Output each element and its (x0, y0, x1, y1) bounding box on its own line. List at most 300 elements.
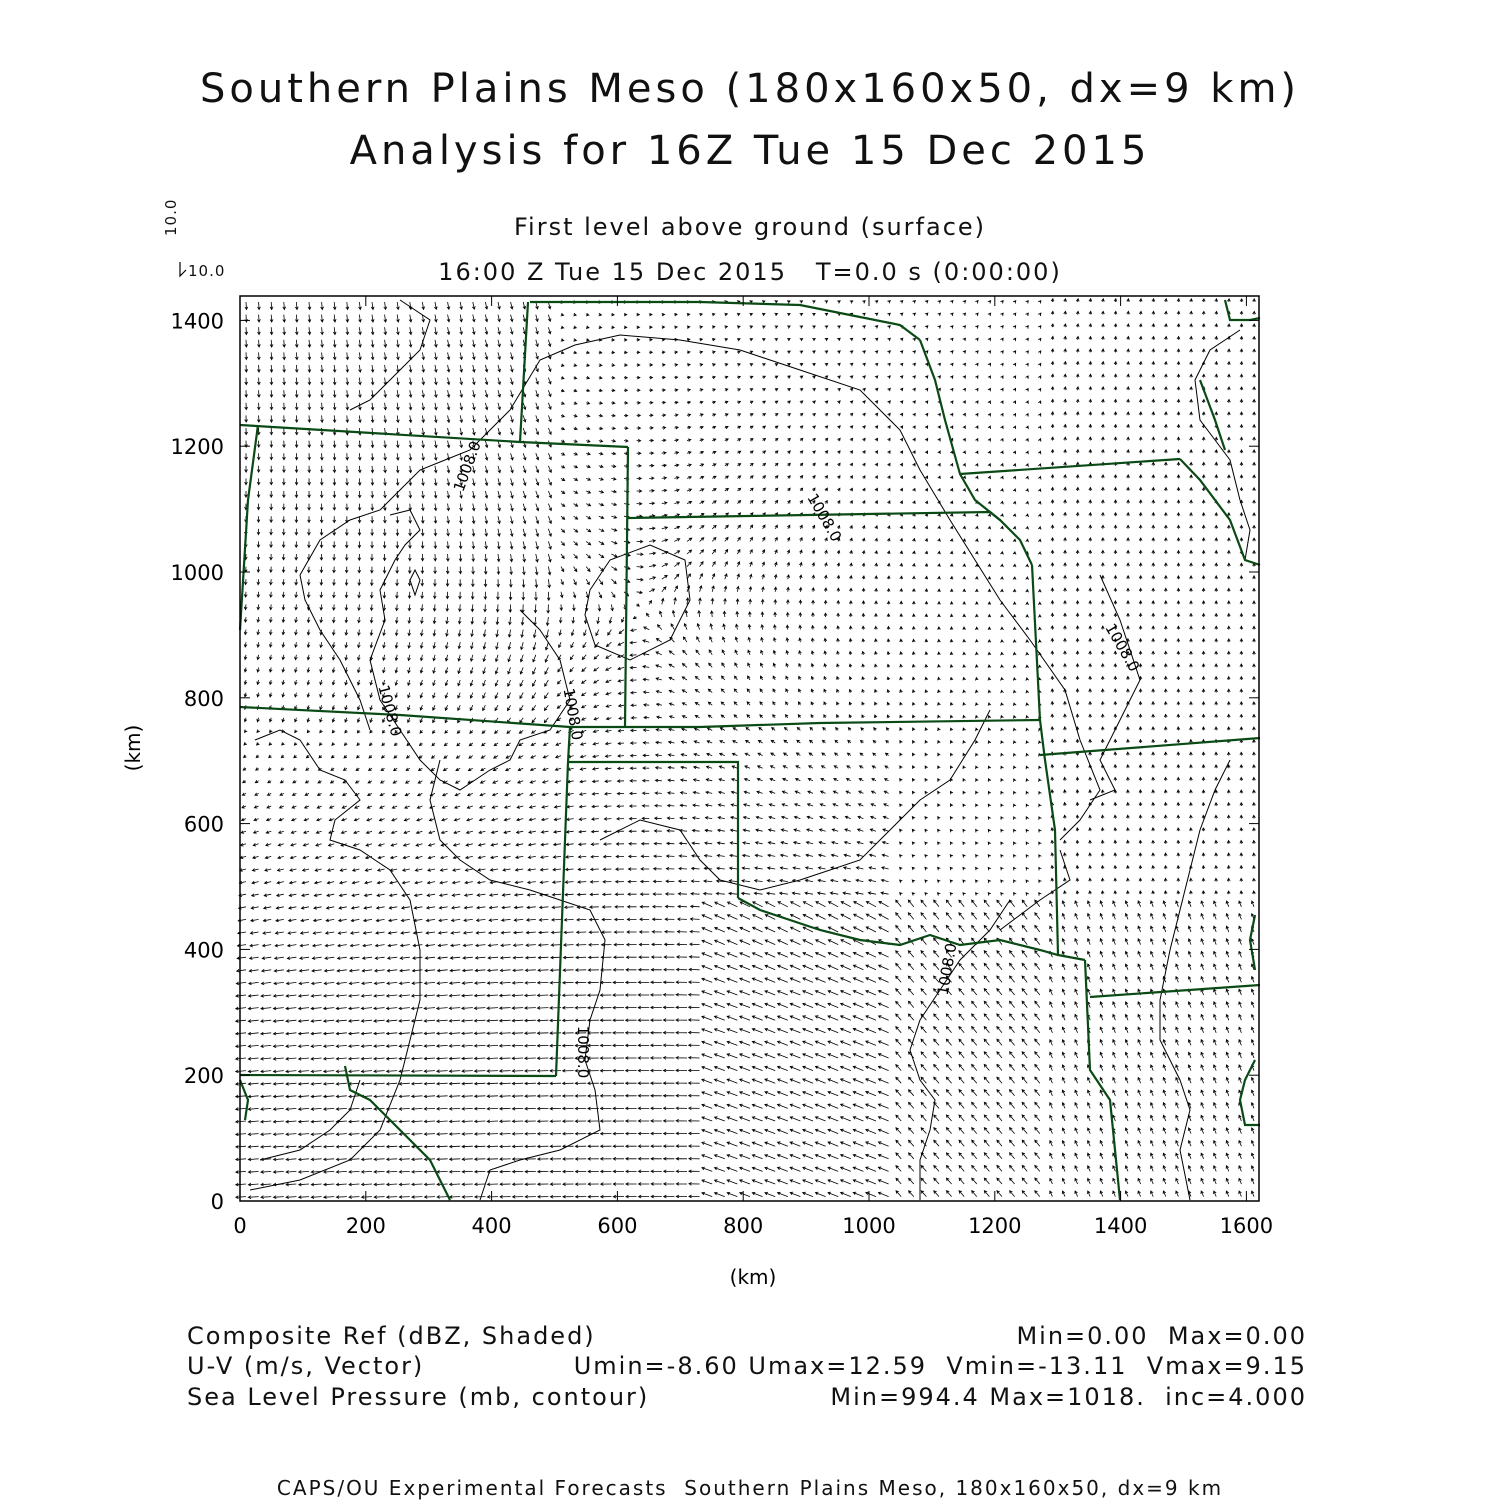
wind-vector (1038, 489, 1041, 492)
wind-vector (279, 818, 284, 821)
wind-vector (304, 818, 309, 821)
wind-vector (921, 1039, 926, 1045)
wind-vector (1188, 1052, 1191, 1058)
wind-vector (346, 352, 349, 359)
wind-vector (1076, 601, 1079, 605)
wind-vector (912, 639, 915, 642)
wind-vector (859, 779, 863, 782)
wind-vector (332, 630, 335, 635)
wind-vector (1001, 741, 1004, 744)
wind-vector (574, 351, 577, 354)
wind-vector (274, 994, 284, 997)
wind-vector (299, 982, 309, 985)
wind-vector (383, 554, 386, 561)
wind-vector (619, 704, 624, 707)
wind-vector (725, 537, 728, 541)
wind-vector (725, 574, 728, 579)
wind-vector (925, 564, 928, 567)
wind-vector (862, 413, 865, 416)
wind-vector (371, 302, 374, 310)
wind-vector (1064, 891, 1067, 894)
wind-vector (885, 779, 889, 782)
wind-vector (578, 855, 586, 858)
wind-vector (332, 730, 335, 733)
wind-vector (778, 953, 788, 958)
wind-vector (269, 617, 272, 622)
wind-vector (447, 365, 450, 372)
wind-vector (308, 478, 311, 485)
wind-vector (485, 327, 488, 334)
wind-vector (399, 1070, 410, 1073)
wind-vector (887, 363, 890, 366)
wind-vector (1253, 475, 1256, 478)
wind-vector (409, 516, 412, 523)
wind-vector (938, 703, 941, 706)
wind-vector (531, 743, 536, 746)
wind-vector (875, 702, 878, 705)
wind-vector (1050, 1014, 1053, 1020)
wind-vector (1076, 550, 1079, 554)
wind-vector (399, 1032, 410, 1035)
wind-vector (582, 680, 587, 683)
wind-vector (611, 477, 616, 480)
wind-vector (887, 614, 890, 617)
wind-vector (437, 1032, 448, 1035)
wind-vector (1089, 601, 1092, 605)
wind-vector (308, 302, 311, 310)
wind-vector (780, 879, 788, 882)
wind-vector (662, 587, 666, 592)
wind-vector (324, 1070, 335, 1073)
wind-vector (324, 982, 334, 985)
wind-vector (710, 637, 713, 642)
wind-vector (367, 831, 373, 834)
wind-vector (414, 906, 422, 909)
wind-vector (433, 617, 436, 624)
wind-vector (649, 414, 653, 417)
wind-vector (946, 900, 951, 907)
wind-vector (1089, 613, 1092, 617)
wind-vector (1240, 778, 1243, 781)
wind-vector (734, 715, 737, 718)
wind-vector (770, 791, 776, 794)
wind-vector (573, 604, 576, 610)
wind-vector (837, 715, 840, 718)
wind-vector (925, 880, 928, 883)
wind-vector (359, 365, 362, 372)
wind-vector (548, 365, 551, 372)
wind-vector (1239, 914, 1242, 920)
wind-vector (613, 994, 624, 997)
wind-vector (1026, 640, 1029, 643)
wind-vector (988, 741, 991, 744)
wind-vector (799, 600, 802, 604)
wind-vector (803, 1054, 813, 1058)
wind-vector (821, 778, 826, 781)
wind-vector (611, 351, 614, 354)
wind-vector (1026, 716, 1029, 719)
wind-vector (727, 965, 737, 970)
wind-vector (544, 705, 548, 710)
wind-vector (997, 1052, 1002, 1058)
wind-vector (963, 451, 966, 454)
wind-vector (818, 892, 826, 895)
wind-vector (605, 805, 612, 808)
wind-vector (837, 576, 840, 580)
wind-vector (687, 550, 692, 554)
wind-vector (1177, 601, 1180, 604)
wind-vector (1240, 463, 1243, 466)
wind-vector (472, 327, 475, 334)
wind-vector (1075, 977, 1078, 983)
wind-vector (336, 1057, 347, 1060)
wind-vector (477, 906, 486, 909)
wind-vector (1113, 901, 1116, 907)
wind-vector (580, 805, 587, 808)
wind-vector (586, 478, 590, 481)
wind-vector (605, 780, 611, 783)
wind-vector (799, 625, 802, 629)
wind-vector (913, 438, 916, 441)
wind-vector (1064, 853, 1067, 856)
wind-vector (775, 538, 778, 542)
wind-vector (248, 1007, 258, 1010)
wind-vector (532, 693, 536, 699)
wind-vector (690, 918, 699, 921)
wind-vector (1127, 588, 1130, 592)
wind-vector (1087, 914, 1090, 920)
wind-vector (988, 893, 991, 896)
wind-vector (988, 779, 991, 782)
wind-vector (447, 315, 450, 322)
wind-vector (749, 587, 752, 592)
wind-vector (925, 413, 928, 416)
wind-vector (790, 1028, 800, 1032)
wind-vector (975, 589, 978, 592)
wind-vector (383, 730, 386, 733)
wind-vector (548, 567, 551, 575)
wind-vector (1013, 564, 1016, 567)
wind-vector (269, 667, 272, 672)
wind-vector (1164, 651, 1167, 655)
wind-vector (888, 426, 891, 429)
wind-vector (561, 516, 565, 519)
wind-vector (545, 667, 549, 674)
wind-vector (1022, 1039, 1027, 1045)
wind-vector (744, 804, 750, 807)
wind-vector (329, 843, 335, 846)
wind-vector (1076, 324, 1079, 327)
wind-vector (1127, 626, 1130, 630)
wind-vector (422, 478, 425, 485)
wind-vector (460, 504, 463, 511)
wind-vector (1139, 311, 1142, 314)
wind-vector (900, 766, 903, 769)
wind-vector (702, 1041, 712, 1045)
wind-vector (320, 604, 323, 610)
wind-vector (396, 579, 399, 585)
wind-vector (1202, 299, 1205, 302)
wind-vector (433, 655, 436, 661)
wind-vector (447, 327, 450, 334)
wind-vector (439, 919, 448, 922)
wind-vector (750, 376, 753, 379)
wind-vector (963, 413, 966, 416)
wind-vector (1064, 563, 1067, 567)
wind-vector (1239, 926, 1242, 932)
wind-vector (812, 538, 815, 542)
wind-vector (913, 501, 916, 504)
wind-vector (654, 830, 661, 833)
wind-vector (1102, 337, 1105, 340)
wind-vector (963, 703, 966, 706)
wind-vector (637, 351, 640, 354)
wind-vector (1253, 324, 1256, 327)
wind-vector (1100, 1052, 1103, 1058)
wind-vector (586, 313, 589, 316)
wind-vector (762, 364, 765, 367)
wind-vector (1152, 702, 1155, 706)
wind-vector (497, 554, 500, 562)
wind-vector (332, 642, 335, 647)
wind-vector (712, 389, 715, 392)
wind-vector (934, 1001, 939, 1007)
wind-vector (600, 1069, 611, 1072)
wind-vector (1240, 677, 1243, 680)
wind-vector (370, 693, 373, 698)
wind-vector (975, 351, 978, 354)
wind-vector (1051, 336, 1054, 339)
wind-vector (938, 464, 941, 467)
wind-vector (462, 994, 473, 997)
wind-vector (427, 894, 435, 897)
wind-vector (787, 525, 790, 529)
wind-vector (1076, 387, 1079, 390)
wind-vector (393, 781, 397, 784)
wind-vector (858, 829, 864, 832)
wind-vector (856, 892, 864, 895)
wind-vector (408, 567, 411, 574)
wind-vector (295, 340, 298, 347)
wind-vector (236, 995, 246, 998)
wind-vector (1076, 488, 1079, 492)
wind-vector (283, 378, 286, 385)
wind-vector (244, 655, 247, 660)
wind-vector (1089, 576, 1092, 580)
wind-vector (488, 969, 498, 972)
wind-vector (412, 982, 422, 985)
wind-vector (434, 428, 437, 435)
wind-vector (451, 944, 460, 947)
wind-vector (481, 756, 485, 759)
wind-vector (236, 982, 246, 985)
wind-vector (341, 856, 347, 859)
wind-vector (756, 816, 762, 819)
wind-vector (950, 564, 953, 567)
wind-vector (342, 806, 347, 809)
wind-vector (344, 743, 347, 746)
wind-vector (963, 665, 966, 668)
wind-vector (371, 466, 374, 473)
wind-vector (1152, 299, 1155, 302)
wind-vector (544, 718, 548, 723)
wind-vector (270, 567, 273, 573)
wind-vector (1240, 425, 1243, 428)
wind-vector (754, 892, 762, 895)
wind-vector (795, 804, 801, 807)
wind-vector (773, 651, 776, 655)
wind-vector (773, 676, 776, 680)
wind-vector (1076, 576, 1079, 580)
wind-vector (725, 313, 728, 316)
wind-vector (913, 476, 916, 479)
wind-vector (1114, 588, 1117, 592)
wind-vector (370, 680, 373, 685)
wind-vector (548, 516, 551, 523)
wind-vector (565, 893, 574, 896)
wind-vector (1022, 976, 1027, 982)
wind-vector (1227, 576, 1230, 579)
wind-vector (396, 390, 399, 397)
wind-vector (1051, 362, 1054, 365)
wind-vector (1089, 525, 1092, 529)
wind-vector (1039, 830, 1042, 833)
wind-vector (344, 768, 347, 771)
wind-vector (346, 390, 349, 397)
wind-vector (1139, 299, 1142, 302)
wind-vector (596, 630, 599, 636)
wind-vector (455, 806, 460, 809)
wind-vector (668, 792, 675, 795)
wind-vector (765, 953, 775, 958)
wind-vector (303, 843, 309, 846)
wind-vector (631, 729, 637, 732)
wind-vector (887, 351, 890, 354)
wind-vector (750, 364, 753, 367)
wind-vector (570, 655, 573, 660)
wind-vector (755, 854, 762, 857)
wind-vector (1101, 437, 1104, 441)
wind-vector (674, 326, 677, 329)
wind-vector (694, 766, 700, 769)
wind-vector (1051, 525, 1054, 529)
wind-vector (327, 881, 334, 884)
wind-vector (879, 952, 889, 957)
wind-vector (1253, 828, 1256, 831)
wind-vector (1253, 765, 1256, 768)
wind-vector (594, 680, 599, 683)
wind-vector (307, 667, 310, 672)
wind-vector (563, 1044, 574, 1047)
wind-vector (270, 378, 273, 385)
wind-vector (594, 655, 599, 659)
wind-vector (1038, 426, 1041, 429)
wind-vector (257, 655, 260, 660)
wind-vector (881, 879, 888, 882)
wind-vector (1125, 1027, 1128, 1033)
wind-vector (862, 363, 865, 366)
wind-vector (485, 302, 488, 309)
wind-vector (756, 842, 763, 845)
wind-vector (837, 301, 840, 304)
wind-vector (921, 925, 926, 932)
wind-vector (511, 453, 514, 460)
wind-vector (437, 994, 448, 997)
wind-vector (731, 816, 738, 819)
wind-vector (1227, 601, 1230, 604)
wind-vector (934, 925, 939, 932)
wind-vector (287, 982, 297, 985)
wind-vector (320, 642, 323, 647)
wind-vector (305, 806, 309, 809)
wind-vector (287, 969, 297, 972)
wind-vector (727, 1066, 737, 1070)
wind-vector (409, 340, 412, 347)
wind-vector (525, 1007, 536, 1010)
wind-vector (370, 718, 373, 723)
wind-vector (1251, 1040, 1254, 1046)
wind-vector (1253, 538, 1256, 541)
wind-vector (496, 642, 499, 649)
wind-vector (908, 989, 913, 995)
wind-vector (1177, 777, 1180, 780)
wind-vector (484, 567, 487, 574)
wind-vector (706, 791, 712, 794)
wind-vector (600, 994, 611, 997)
wind-vector (938, 817, 941, 820)
wind-vector (449, 1019, 460, 1022)
wind-vector (950, 766, 953, 769)
wind-vector (790, 1003, 800, 1007)
wind-vector (643, 729, 649, 732)
wind-vector (976, 703, 979, 706)
wind-vector (290, 881, 297, 884)
wind-vector (1226, 939, 1229, 945)
wind-vector (374, 1007, 385, 1010)
wind-vector (1139, 462, 1142, 465)
wind-vector (887, 652, 890, 655)
wind-vector (1062, 1002, 1065, 1008)
wind-vector (583, 642, 586, 647)
wind-vector (796, 778, 801, 781)
wind-vector (765, 965, 775, 970)
wind-vector (434, 327, 437, 334)
wind-vector (371, 340, 374, 347)
wind-vector (790, 953, 800, 958)
wind-vector (1227, 803, 1230, 806)
wind-vector (862, 551, 865, 554)
wind-vector (1227, 841, 1230, 844)
wind-vector (449, 1070, 460, 1073)
wind-vector (727, 915, 737, 920)
wind-vector (456, 768, 460, 771)
wind-vector (574, 478, 578, 481)
wind-vector (554, 843, 561, 846)
wind-vector (900, 301, 903, 304)
wind-vector (257, 730, 260, 733)
wind-vector (1026, 691, 1029, 694)
wind-vector (849, 690, 852, 693)
wind-vector (654, 867, 662, 870)
wind-vector (510, 554, 513, 562)
wind-vector (1151, 914, 1154, 920)
wind-vector (799, 613, 802, 617)
wind-vector (1100, 951, 1103, 957)
wind-vector (689, 1056, 700, 1059)
wind-vector (856, 879, 863, 882)
wind-vector (470, 655, 473, 661)
wind-vector (582, 655, 586, 660)
